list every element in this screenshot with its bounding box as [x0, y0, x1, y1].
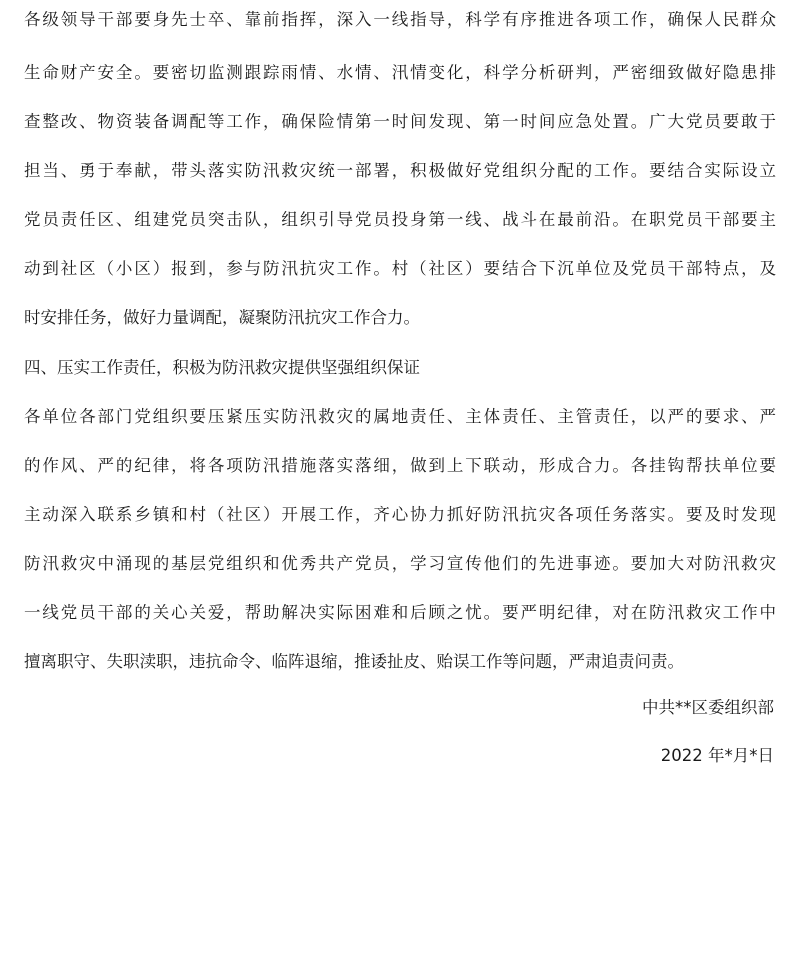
paragraph-line: 防汛救灾中涌现的基层党组织和优秀共产党员，学习宣传他们的先进事迹。要加大对防汛救灾: [24, 554, 776, 573]
paragraph-line: 各级领导干部要身先士卒、靠前指挥，深入一线指导，科学有序推进各项工作，确保人民群众: [24, 10, 776, 29]
signature-date: 2022 年*月*日: [660, 746, 774, 765]
paragraph-line: 查整改、物资装备调配等工作，确保险情第一时间发现、第一时间应急处置。广大党员要敢于: [24, 112, 776, 131]
paragraph-line: 擅离职守、失职渎职，违抗命令、临阵退缩，推诿扯皮、贻误工作等问题，严肃追责问责。: [24, 652, 684, 671]
paragraph-line: 主动深入联系乡镇和村（社区）开展工作，齐心协力抓好防汛抗灾各项任务落实。要及时发现: [24, 505, 776, 524]
paragraph-line: 生命财产安全。要密切监测跟踪雨情、水情、汛情变化，科学分析研判，严密细致做好隐患排: [24, 63, 776, 82]
paragraph-line: 一线党员干部的关心关爱，帮助解决实际困难和后顾之忧。要严明纪律，对在防汛救灾工作中: [24, 603, 776, 622]
signature-organization: 中共**区委组织部: [642, 698, 774, 717]
paragraph-line: 的作风、严的纪律，将各项防汛措施落实落细，做到上下联动，形成合力。各挂钩帮扶单位要: [24, 456, 776, 475]
paragraph-line: 动到社区（小区）报到，参与防汛抗灾工作。村（社区）要结合下沉单位及党员干部特点，及: [24, 259, 776, 278]
paragraph-line: 时安排任务，做好力量调配，凝聚防汛抗灾工作合力。: [24, 308, 420, 327]
paragraph-line: 党员责任区、组建党员突击队，组织引导党员投身第一线、战斗在最前沿。在职党员干部要主: [24, 210, 776, 229]
paragraph-line: 各单位各部门党组织要压紧压实防汛救灾的属地责任、主体责任、主管责任，以严的要求、严: [24, 407, 776, 426]
paragraph-line: 担当、勇于奉献，带头落实防汛救灾统一部署，积极做好党组织分配的工作。要结合实际设立: [24, 161, 776, 180]
section-heading: 四、压实工作责任，积极为防汛救灾提供坚强组织保证: [24, 358, 420, 377]
